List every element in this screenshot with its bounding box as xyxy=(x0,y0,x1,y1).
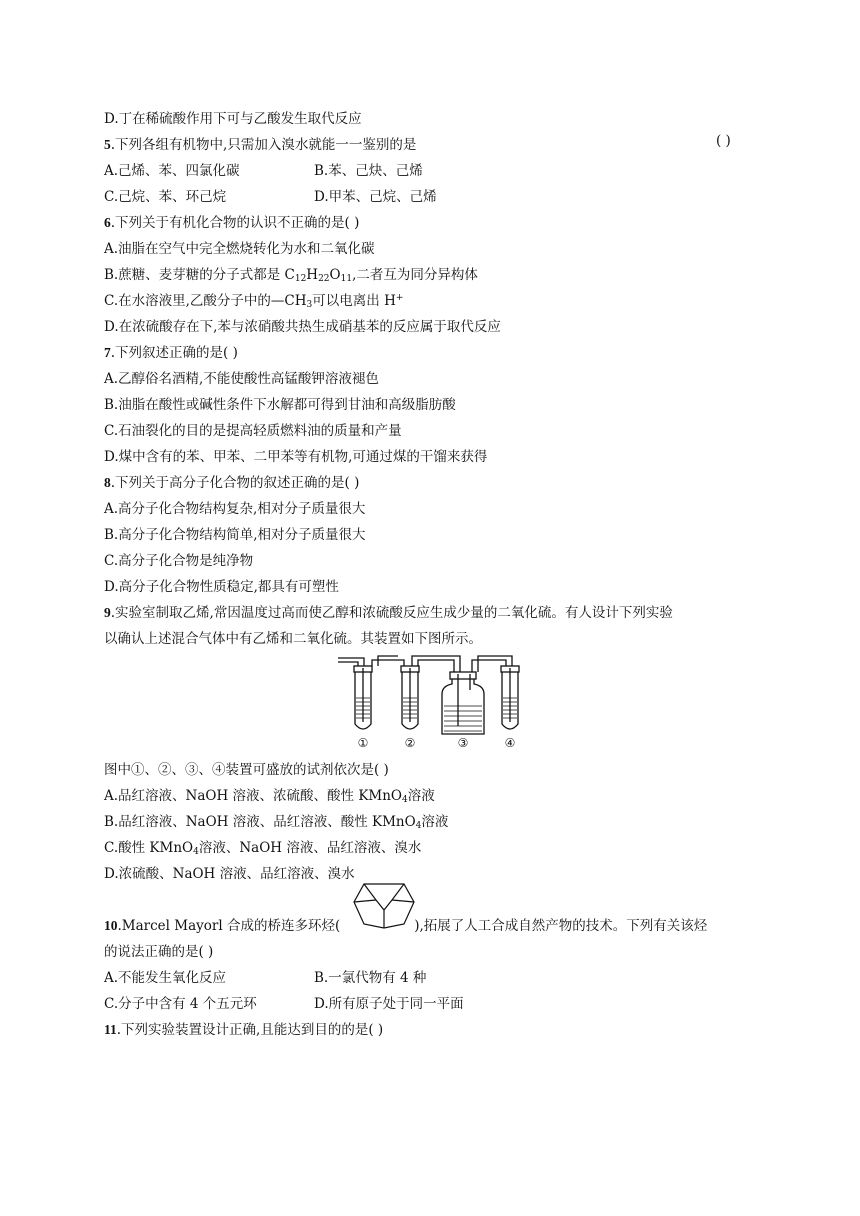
q5-answer-blank: ( ) xyxy=(716,133,731,149)
q6-option-c xyxy=(104,289,403,310)
q9-question: 图中①、②、③、④装置可盛放的试剂依次是( ) xyxy=(104,762,389,778)
q10-option-d: D.所有原子处于同一平面 xyxy=(314,996,464,1012)
subscript: 11 xyxy=(340,274,353,284)
q5-option-b: B.苯、己炔、己烯 xyxy=(314,163,423,179)
q10-option-b: B.一氯代物有 4 种 xyxy=(314,970,427,986)
q6-option-b-tail: ,二者互为同分异构体 xyxy=(352,267,478,283)
q10-option-a: A.不能发生氧化反应 xyxy=(104,970,227,986)
q5-option-d: D.甲苯、己烷、己烯 xyxy=(314,189,437,205)
q6-option-b xyxy=(104,263,478,284)
q8-option-d: D.高分子化合物性质稳定,都具有可塑性 xyxy=(104,579,339,595)
q9-option-b xyxy=(104,810,448,831)
formula-part: O xyxy=(329,267,341,283)
q9-option-a xyxy=(104,784,435,805)
subscript: 3 xyxy=(306,300,313,310)
q7-stem-text: .下列叙述正确的是( ) xyxy=(110,345,238,361)
q9-option-d: D.浓硫酸、NaOH 溶液、品红溶液、溴水 xyxy=(104,866,355,882)
q5-stem-text: .下列各组有机物中,只需加入溴水就能一一鉴别的是 xyxy=(110,137,417,153)
q6-stem xyxy=(104,211,359,231)
q7-option-b: B.油脂在酸性或碱性条件下水解都可得到甘油和高级脂肪酸 xyxy=(104,397,456,413)
pipe-1-2 xyxy=(372,660,404,666)
q9-stem-line2: 以确认上述混合气体中有乙烯和二氧化硫。其装置如下图所示。 xyxy=(104,631,482,647)
q9-option-a-tail: 溶液 xyxy=(407,788,435,804)
q7-number: 7 xyxy=(104,345,111,360)
q7-option-d: D.煤中含有的苯、甲苯、二甲苯等有机物,可通过煤的干馏来获得 xyxy=(104,449,488,465)
q5-option-a: A.己烯、苯、四氯化碳 xyxy=(104,163,240,179)
label-4: ④ xyxy=(504,736,516,750)
q5-options-ab xyxy=(104,159,423,179)
apparatus-diagram xyxy=(338,654,528,750)
subscript: 12 xyxy=(294,274,307,284)
q6-option-c-tail: 可以电离出 H xyxy=(312,293,396,309)
q5-stem xyxy=(104,133,764,153)
label-3: ③ xyxy=(457,736,469,750)
q11-stem xyxy=(104,1018,383,1038)
q9-option-b-tail: 溶液 xyxy=(421,814,449,830)
superscript: + xyxy=(395,293,404,303)
q8-option-a: A.高分子化合物结构复杂,相对分子质量很大 xyxy=(104,501,366,517)
test-tube-2 xyxy=(401,666,419,729)
q7-option-c: C.石油裂化的目的是提高轻质燃料油的质量和产量 xyxy=(104,423,402,439)
q10-option-c: C.分子中含有 4 个五元环 xyxy=(104,996,257,1012)
q6-option-c-text: C.在水溶液里,乙酸分子中的—CH xyxy=(104,293,307,309)
subscript: 4 xyxy=(415,821,422,831)
gas-washing-bottle-3 xyxy=(442,672,484,734)
q10-options-ab xyxy=(104,966,427,986)
pipe-2-3 xyxy=(418,660,454,672)
q11-number: 11 xyxy=(104,1022,117,1037)
pipe xyxy=(378,656,398,666)
subscript: 4 xyxy=(402,795,408,805)
q9-stem-text: .实验室制取乙烯,常因温度过高而使乙醇和浓硫酸反应生成少量的二氧化硫。有人设计下列实验 xyxy=(110,605,673,621)
q11-stem-text: .下列实验装置设计正确,且能达到目的的是( ) xyxy=(116,1022,384,1038)
subscript: 22 xyxy=(318,274,330,284)
q5-option-c: C.己烷、苯、环己烷 xyxy=(104,189,227,205)
q4-option-d: D.丁在稀硫酸作用下可与乙酸发生取代反应 xyxy=(104,111,362,127)
q8-number: 8 xyxy=(104,475,111,490)
q9-option-c-text: C.酸性 KMnO xyxy=(104,840,194,856)
subscript: 4 xyxy=(193,847,199,857)
test-tube-1 xyxy=(354,666,372,729)
q6-option-a: A.油脂在空气中完全燃烧转化为水和二氧化碳 xyxy=(104,241,375,257)
q8-stem xyxy=(104,471,359,491)
q9-option-c xyxy=(104,836,421,857)
q9-stem-line1 xyxy=(104,601,673,621)
q10-number: 10 xyxy=(104,918,118,933)
q8-option-b: B.高分子化合物结构简单,相对分子质量很大 xyxy=(104,527,366,543)
pipe xyxy=(478,656,512,672)
q6-stem-text: .下列关于有机化合物的认识不正确的是( ) xyxy=(110,215,360,231)
q9-option-b-text: B.品红溶液、NaOH 溶液、品红溶液、酸性 KMnO xyxy=(104,814,416,830)
q8-option-c: C.高分子化合物是纯净物 xyxy=(104,553,254,569)
q6-option-b-text: B.蔗糖、麦芽糖的分子式都是 C xyxy=(104,267,295,283)
q10-stem-text: .Marcel Mayorl 合成的桥连多环烃( xyxy=(117,918,341,934)
label-1: ① xyxy=(357,736,369,750)
q9-option-c-tail: 溶液、NaOH 溶液、品红溶液、溴水 xyxy=(198,840,422,856)
q5-options-cd xyxy=(104,185,437,205)
test-tube-4 xyxy=(501,666,519,729)
q6-option-d: D.在浓硫酸存在下,苯与浓硝酸共热生成硝基苯的反应属于取代反应 xyxy=(104,319,501,335)
q8-stem-text: .下列关于高分子化合物的叙述正确的是( ) xyxy=(110,475,360,491)
q9-option-a-text: A.品红溶液、NaOH 溶液、浓硫酸、酸性 KMnO xyxy=(104,788,402,804)
q10-stem-text-tail: ),拓展了人工合成自然产物的技术。下列有关该烃 xyxy=(414,918,708,934)
q9-number: 9 xyxy=(104,605,111,620)
q10-options-cd xyxy=(104,992,464,1012)
bridged-polycyclic-structure xyxy=(346,880,422,932)
q5-number: 5 xyxy=(104,137,111,152)
q7-option-a: A.乙醇俗名酒精,不能使酸性高锰酸钾溶液褪色 xyxy=(104,371,379,387)
formula-part: H xyxy=(306,267,319,283)
q10-stem-line2: 的说法正确的是( ) xyxy=(104,944,214,960)
label-2: ② xyxy=(404,736,416,750)
q6-number: 6 xyxy=(104,215,111,230)
q7-stem xyxy=(104,341,238,361)
